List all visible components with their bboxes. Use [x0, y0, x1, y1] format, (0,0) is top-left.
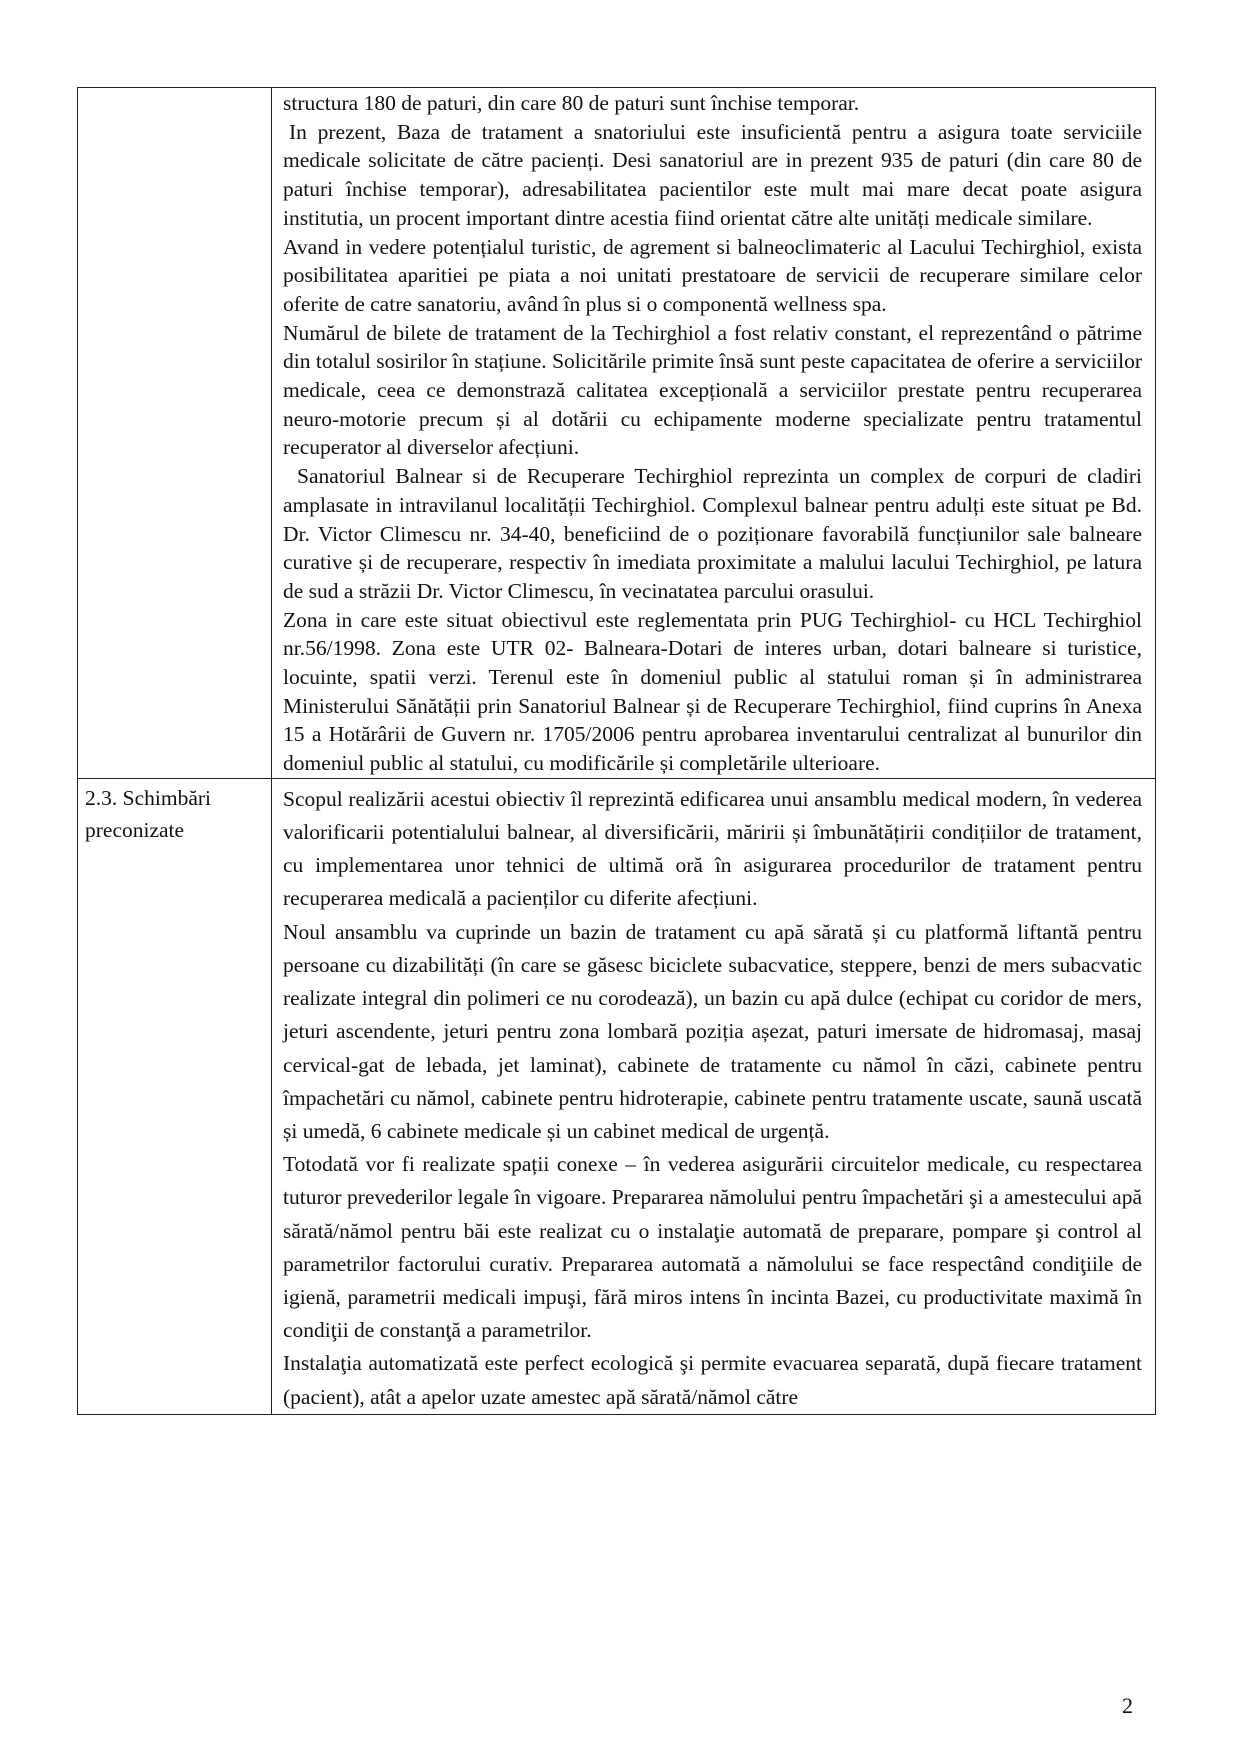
- paragraph: Avand in vedere potențialul turistic, de agrement si balneoclimateric al Lacului Techirghiol, exista posibilitatea aparitiei pe piata a noi unitati prestatoare de servicii de recuperare similare celor oferite de catre sanatoriu, având în plus si o componentă wellness spa.: [283, 234, 1142, 316]
- paragraph: Instalaţia automatizată este perfect ecologică şi permite evacuarea separată, după fiecare tratament (pacient), atât a apelor uzate amestec apă sărată/nămol către: [283, 1351, 1142, 1409]
- row-content-cell: [272, 88, 1156, 779]
- paragraph: In prezent, Baza de tratament a snatoriului este insuficientă pentru a asigura toate serviciile medicale solicitate de către pacienți. Desi sanatoriul are in prezent 935 de paturi (din care 80 de paturi închise temporar), adresabilitatea pacientilor este mult mai mare decat poate asigura institutia, un procent important dintre acestia fiind orientat către alte unități medicale similare.: [283, 119, 1142, 230]
- row-content-cell: [272, 778, 1156, 1414]
- row-label: [78, 88, 271, 91]
- paragraph: Totodată vor fi realizate spații conexe – în vederea asigurării circuitelor medicale, cu respectarea tuturor prevederilor legale în vigoare. Prepararea nămolului pentru împachetări şi a amestecului apă sărată/nămol pentru băi este realizat cu o instalaţie automată de preparare, pompare şi control al parametrilor factorului curativ. Prepararea automată a nămolului se face respectând condiţiile de igienă, parametrii medicali impuşi, fără miros intens în incinta Bazei, cu productivitate maximă în condiţii de constanţă a parametrilor.: [283, 1152, 1142, 1343]
- paragraph: Zona in care este situat obiectivul este reglementata prin PUG Techirghiol- cu HCL Techirghiol nr.56/1998. Zona este UTR 02- Balneara-Dotari de interes urban, dotari balneare si turistice, locuinte, spatii verzi. Terenul este în domeniul public al statului roman și în administrarea Ministerului Sănătății prin Sanatoriul Balnear și de Recuperare Techirghiol, fiind cuprins în Anexa 15 a Hotărârii de Guvern nr. 1705/2006 pentru aprobarea inventarului centralizat al bunurilor din domeniul public al statului, cu modificările și completările ulterioare.: [283, 607, 1142, 776]
- paragraph: Noul ansamblu va cuprinde un bazin de tratament cu apă sărată și cu platformă liftantă pentru persoane cu dizabilități (în care se găsesc biciclete subacvatice, steppere, benzi de mers subacvatic realizate integral din polimeri ce nu corodează), un bazin cu apă dulce (echipat cu coridor de mers, jeturi ascendente, jeturi pentru zona lombară poziția așezat, paturi imersate de hidromasaj, masaj cervical-gat de lebada, jet laminat), cabinete de tratamente cu nămol în căzi, cabinete pentru împachetări cu nămol, cabinete pentru hidroterapie, cabinete pentru tratamente uscate, saună uscată și umedă, 6 cabinete medicale și un cabinet medical de urgență.: [283, 919, 1142, 1143]
- content-table: [77, 87, 1156, 1415]
- row-label-cell: [78, 88, 272, 779]
- table-row: [78, 88, 1156, 779]
- paragraph: Sanatoriul Balnear si de Recuperare Techirghiol reprezinta un complex de corpuri de cladiri amplasate in intravilanul localității Techirghiol. Complexul balnear pentru adulți este situat pe Bd. Dr. Victor Climescu nr. 34-40, beneficiind de o poziționare favorabilă funcțiunilor sale balneare curative și de recuperare, respectiv în imediata proximitate a malului lacului Techirghiol, pe latura de sud a străzii Dr. Victor Climescu, în vecinatatea parcului orasului.: [283, 464, 1142, 603]
- row-label-cell: [78, 778, 272, 1414]
- page-number: 2: [1122, 1693, 1133, 1718]
- section-heading: 2.3. Schimbări preconizate: [85, 785, 211, 842]
- paragraph: Numărul de bilete de tratament de la Techirghiol a fost relativ constant, el reprezentând o pătrime din totalul sosirilor în stațiune. Solicitările primite însă sunt peste capacitatea de oferire a serviciilor medicale, ceea ce demonstrază calitatea excepțională a serviciilor prestate pentru recuperarea neuro-motorie precum și al dotării cu echipamente moderne specializate pentru tratamentul recuperator al diverselor afecțiuni.: [283, 320, 1142, 460]
- paragraph: structura 180 de paturi, din care 80 de paturi sunt închise temporar.: [283, 91, 860, 115]
- table-row: [78, 778, 1156, 1414]
- paragraph: Scopul realizării acestui obiectiv îl reprezintă edificarea unui ansamblu medical modern, în vederea valorificarii potentialului balnear, al diversificării, măririi și îmbunătățirii condițiilor de tratament, cu implementarea unor tehnici de ultimă oră în asigurarea procedurilor de tratament pentru recuperarea medicală a pacienților cu diferite afecțiuni.: [283, 786, 1142, 911]
